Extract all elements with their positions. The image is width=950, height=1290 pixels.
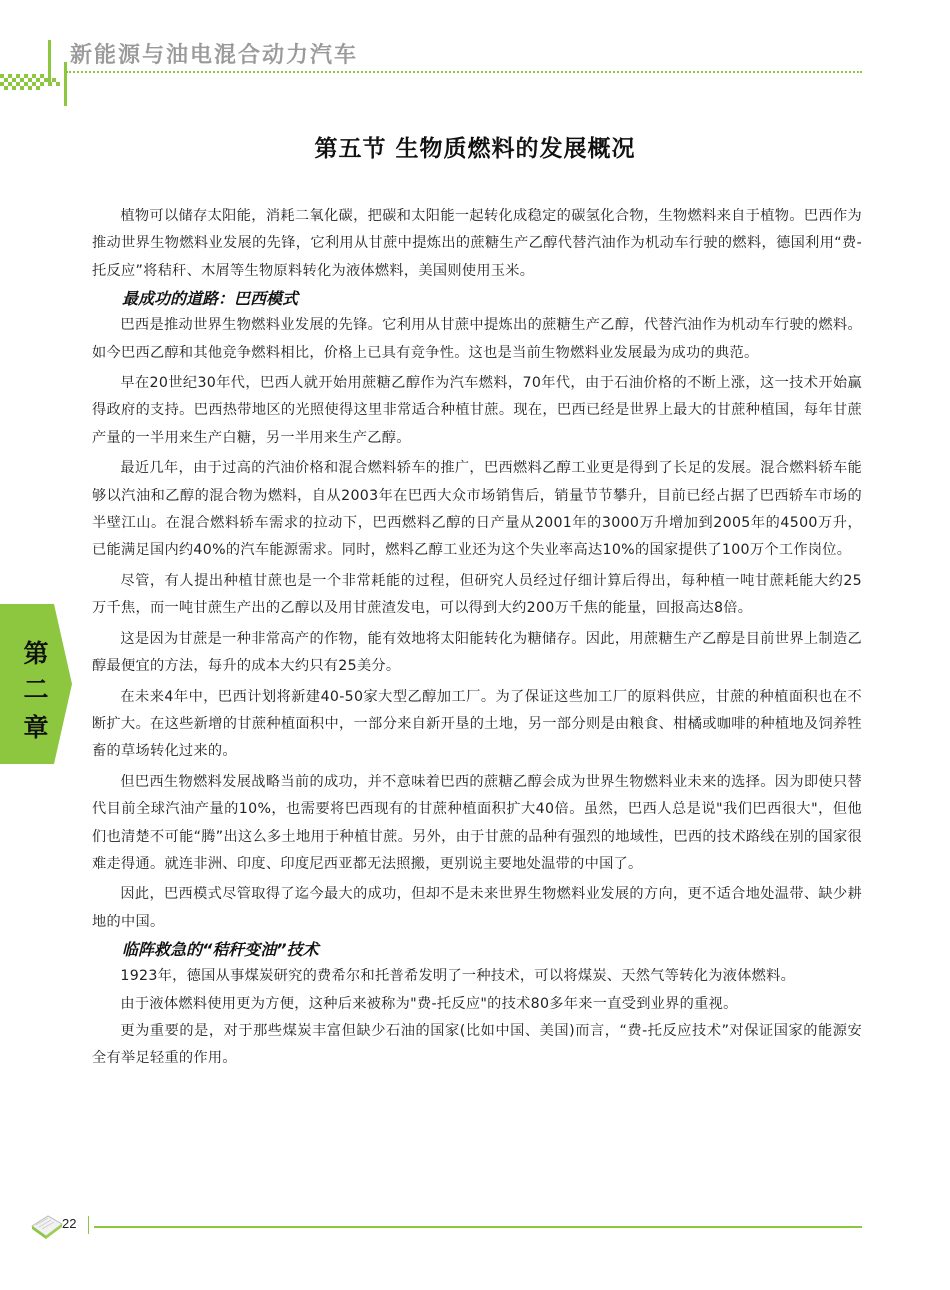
- paragraph: 这是因为甘蔗是一种非常高产的作物，能有效地将太阳能转化为糖储存。因此，用蔗糖生产乙醇是目前世界上制造乙醇最便宜的方法，每升的成本大约只有25美分。: [92, 630, 862, 675]
- paragraph: 尽管，有人提出种植甘蔗也是一个非常耗能的过程，但研究人员经过仔细计算后得出，每种植一吨甘蔗耗能大约25万千焦，而一吨甘蔗生产出的乙醇以及用甘蔗渣发电，可以得到大约200万千焦的能量，回报高达8倍。: [92, 572, 862, 617]
- paragraph: 但巴西生物燃料发展战略当前的成功，并不意味着巴西的蔗糖乙醇会成为世界生物燃料业未来的选择。因为即使只替代目前全球汽油产量的10%，也需要将巴西现有的甘蔗种植面积扩大40倍。虽然，巴西人总是说"我们巴西很大"，但他们也清楚不可能“腾”出这么多土地用于种植甘蔗。另外，由于甘蔗的品种有强烈的地域性，巴西的技术路线在别的国家很难走得通。就连非洲、印度、印度尼西亚都无法照搬，更别说主要地处温带的中国了。: [92, 773, 862, 872]
- paragraph: 因此，巴西模式尽管取得了迄今最大的成功，但却不是未来世界生物燃料业发展的方向，更不适合地处温带、缺少耕地的中国。: [92, 886, 862, 930]
- subheading-brazil-model: 最成功的道路：巴西模式: [122, 289, 299, 309]
- chapter-tab-char: 第: [23, 639, 49, 668]
- subheading-straw-to-oil: 临阵救急的“秸秆变油”技术: [122, 940, 319, 960]
- page-number: 22: [62, 1216, 77, 1231]
- checker-pattern-decoration: [0, 74, 70, 90]
- header-accent-bar-2: [64, 62, 67, 106]
- header-accent-bar: [48, 40, 51, 82]
- paragraph: 1923年，德国从事煤炭研究的费希尔和托普希发明了一种技术，可以将煤炭、天然气等转化为液体燃料。: [120, 968, 796, 985]
- chapter-tab-char: 章: [23, 713, 49, 742]
- article-body: [92, 203, 862, 1073]
- header-dotted-rule: [66, 71, 862, 73]
- paragraph: 最近几年，由于过高的汽油价格和混合燃料轿车的推广，巴西燃料乙醇工业更是得到了长足的发展。混合燃料轿车能够以汽油和乙醇的混合物为燃料，自从2003年在巴西大众市场销售后，销量节节攀升，目前已经占据了巴西轿车市场的半壁江山。在混合燃料轿车需求的拉动下，巴西燃料乙醇的日产量从2001年的3000万升增加到2005年的4500万升，已能满足国内约40%的汽车能源需求。同时，燃料乙醇工业还为这个失业率高达10%的国家提供了100万个工作岗位。: [92, 460, 862, 559]
- paragraph: 巴西是推动世界生物燃料业发展的先锋。它利用从甘蔗中提炼出的蔗糖生产乙醇，代替汽油作为机动车行驶的燃料。如今巴西乙醇和其他竞争燃料相比，价格上已具有竞争性。这也是当前生物燃料业发展最为成功的典范。: [92, 317, 862, 361]
- paragraph: 更为重要的是，对于那些煤炭丰富但缺少石油的国家(比如中国、美国)而言，“费-托反应技术”对保证国家的能源安全有举足轻重的作用。: [92, 1022, 862, 1067]
- book-title: 新能源与油电混合动力汽车: [70, 43, 359, 68]
- paragraph: 在未来4年中，巴西计划将新建40-50家大型乙醇加工厂。为了保证这些加工厂的原料供应，甘蔗的种植面积也在不断扩大。在这些新增的甘蔗种植面积中，一部分来自新开垦的土地，另一部分则是由粮食、柑橘或咖啡的种植地及饲养牲畜的草场转化过来的。: [92, 688, 862, 760]
- footer-accent-bar: [88, 1216, 89, 1234]
- open-book-icon: [30, 1212, 64, 1240]
- section-title: 第五节 生物质燃料的发展概况: [314, 136, 636, 162]
- chapter-tab-char: 二: [23, 675, 49, 704]
- paragraph: 由于液体燃料使用更为方便，这种后来被称为"费-托反应"的技术80多年来一直受到业界的重视。: [120, 995, 738, 1012]
- intro-paragraph: 植物可以储存太阳能，消耗二氧化碳，把碳和太阳能一起转化成稳定的碳氢化合物，生物燃料来自于植物。巴西作为推动世界生物燃料业发展的先锋，它利用从甘蔗中提炼出的蔗糖生产乙醇代替汽油作为机动车行驶的燃料，德国利用“费-托反应”将秸秆、木屑等生物原料转化为液体燃料，美国则使用玉米。: [92, 208, 862, 279]
- chapter-side-tab: [0, 604, 74, 764]
- page-header: [0, 0, 950, 120]
- paragraph: 早在20世纪30年代，巴西人就开始用蔗糖乙醇作为汽车燃料，70年代，由于石油价格的不断上涨，这一技术开始赢得政府的支持。巴西热带地区的光照使得这里非常适合种植甘蔗。现在，巴西已经是世界上最大的甘蔗种植国，每年甘蔗产量的一半用来生产白糖，另一半用来生产乙醇。: [92, 375, 862, 446]
- footer-rule: [94, 1226, 862, 1228]
